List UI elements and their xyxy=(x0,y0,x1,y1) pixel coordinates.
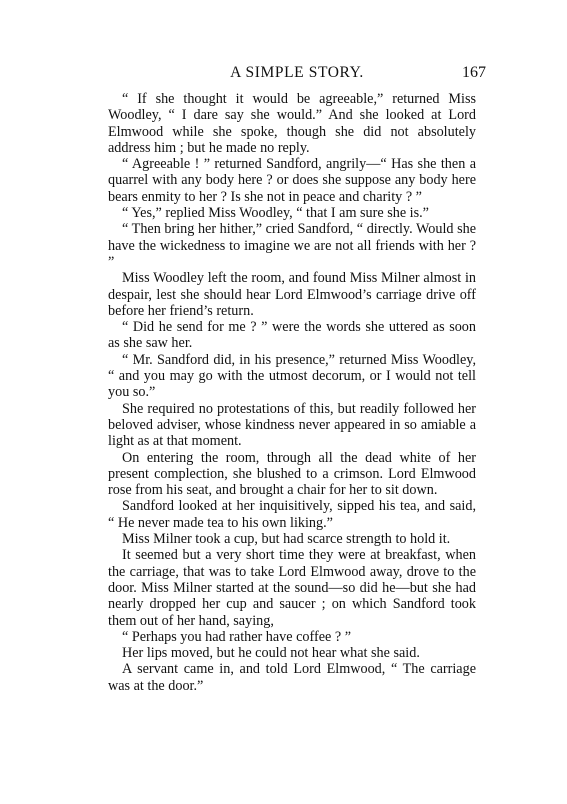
paragraph: “ Then bring her hither,” cried Sandford, “ directly. Would she have the wickedness to imagine we are not all friends with her ? ” xyxy=(108,221,476,270)
paragraph: “ Mr. Sandford did, in his presence,” returned Miss Woodley, “ and you may go with the utmost decorum, or I would not tell you so.” xyxy=(108,351,476,401)
paragraph: Miss Milner took a cup, but had scarce strength to hold it. xyxy=(122,531,451,548)
paragraph: Sandford looked at her inquisitively, sipped his tea, and said, “ He never made tea to his own liking.” xyxy=(108,498,476,531)
paragraph: On entering the room, through all the dead white of her present complection, she blushed to a crimson. Lord Elmwood rose from his seat, and brought a chair for her to sit down. xyxy=(108,449,476,499)
paragraph: She required no protestations of this, but readily followed her beloved adviser, whose kindness never appeared in so amiable a light as at that moment. xyxy=(108,400,476,450)
paragraph: A servant came in, and told Lord Elmwood, “ The carriage was at the door.” xyxy=(108,661,476,694)
body-text xyxy=(108,91,476,694)
paragraph: It seemed but a very short time they were at breakfast, when the carriage, that was to take Lord Elmwood away, drove to the door. Miss Milner started at the sound—so did he—but she had nearly dropped her cup and saucer ; on which Sandford took them out of her hand, saying, xyxy=(108,547,476,629)
paragraph: Miss Woodley left the room, and found Miss Milner almost in despair, lest she should hear Lord Elmwood’s carriage drive off before her friend’s return. xyxy=(108,270,476,319)
page-header xyxy=(108,64,486,86)
paragraph: “ Did he send for me ? ” were the words she uttered as soon as she saw her. xyxy=(108,319,476,352)
paragraph: “ If she thought it would be agreeable,” returned Miss Woodley, “ I dare say she would.” And she looked at Lord Elmwood while she spoke, though she did not absolutely address him ; but he made no reply. xyxy=(108,91,476,156)
paragraph: “ Yes,” replied Miss Woodley, “ that I am sure she is.” xyxy=(122,205,429,222)
page-number: 167 xyxy=(462,64,486,81)
paragraph: “ Agreeable ! ” returned Sandford, angrily—“ Has she then a quarrel with any body here ? or does she suppose any body here bears enmity to her ? Is she not in peace and charity ? ” xyxy=(108,156,476,205)
running-title: A SIMPLE STORY. xyxy=(230,64,364,81)
paragraph: Her lips moved, but he could not hear what she said. xyxy=(122,645,420,662)
paragraph: “ Perhaps you had rather have coffee ? ” xyxy=(122,628,351,645)
